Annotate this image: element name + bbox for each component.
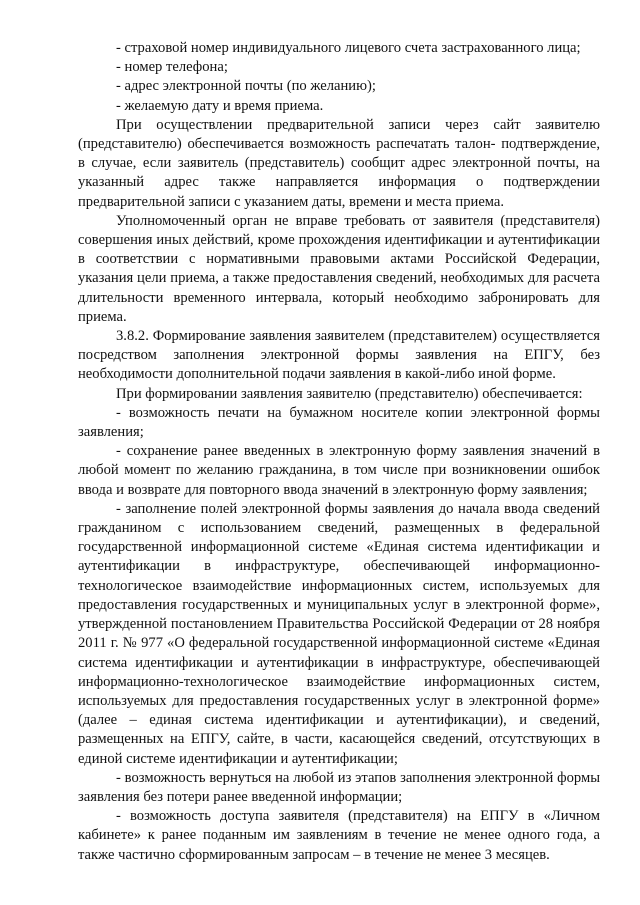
list-item-insurance-number: - страховой номер индивидуального лицевого счета застрахованного лица;: [116, 40, 581, 56]
list-item-email: - адрес электронной почты (по желанию);: [116, 78, 376, 95]
paragraph-preliminary-booking: При осуществлении предварительной записи через сайт заявителю (представителю) обеспечивается возможность распечатать талон- подтверждение, в случае, если заявитель (представитель) сообщит адрес электронной почты, на указанный адрес также направляется информация о подтверждении предварительной записи с указанием даты, времени и места приема.: [78, 116, 600, 210]
list-item-phone-number: - номер телефона;: [116, 59, 228, 76]
list-item-prefill-fields: - заполнение полей электронной формы заявления до начала ввода сведений гражданином с использованием сведений, размещенных в федеральной государственной информационной системе «Единая система идентификации и аутентификации в инфраструктуре, обеспечивающей информационно-технологическое взаимодействие информационных систем, используемых для предоставления государственных и муниципальных услуг в электронной форме», утвержденной постановлением Правительства Российской Федерации от 28 ноября 2011 г. № 977 «О федеральной государственной информационной системе «Единая система идентификации и аутентификации в инфраструктуре, обеспечивающей информационно-технологическое взаимодействие информационных систем, используемых для предоставления государственных услуг в электронной форме» (далее – единая система идентификации и аутентификации), и сведений, размещенных на ЕПГУ, сайте, в части, касающейся сведений, отсутствующих в единой системе идентификации и аутентификации;: [78, 500, 600, 767]
paragraph-section-3-8-2: 3.8.2. Формирование заявления заявителем (представителем) осуществляется посредством заполнения электронной формы заявления на ЕПГУ, без необходимости дополнительной подачи заявления в какой-либо иной форме.: [78, 328, 600, 383]
document-body: [78, 39, 600, 865]
list-item-desired-date: - желаемую дату и время приема.: [116, 97, 324, 114]
list-item-return-to-step: - возможность вернуться на любой из этапов заполнения электронной формы заявления без потери ранее введенной информации;: [78, 769, 600, 805]
paragraph-form-provisions-intro: При формировании заявления заявителю (представителю) обеспечивается:: [116, 385, 583, 402]
list-item-print-copy: - возможность печати на бумажном носителе копии электронной формы заявления;: [78, 404, 600, 441]
list-item-save-values: - сохранение ранее введенных в электронную форму заявления значений в любой момент по желанию гражданина, в том числе при возникновении ошибок ввода и возврате для повторного ввода значений в электронную форму заявления;: [78, 443, 600, 498]
list-item-personal-cabinet-access: - возможность доступа заявителя (представителя) на ЕПГУ в «Личном кабинете» к ранее поданным им заявлениям в течение не менее одного года, а также частично сформированным запросам – в течение не менее 3 месяцев.: [78, 808, 600, 863]
paragraph-authority-restrictions: Уполномоченный орган не вправе требовать от заявителя (представителя) совершения иных действий, кроме прохождения идентификации и аутентификации в соответствии с нормативными правовыми актами Российской Федерации, указания цели приема, а также предоставления сведений, необходимых для расчета длительности временного интервала, который необходимо забронировать для приема.: [78, 212, 600, 325]
